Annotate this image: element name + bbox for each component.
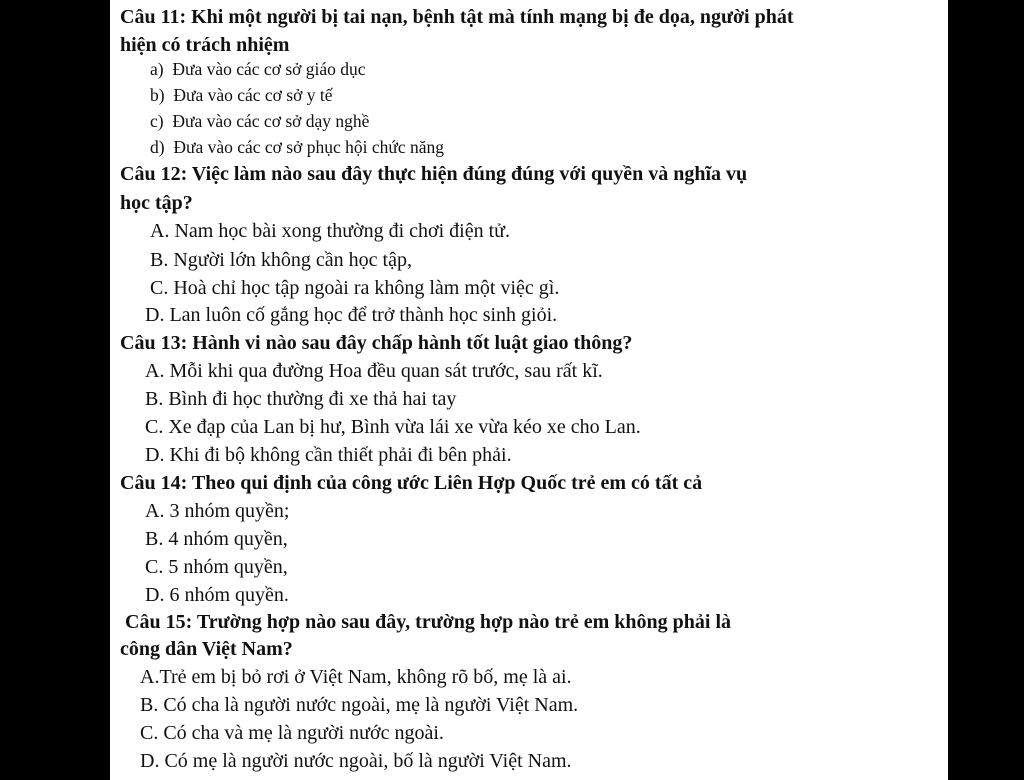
question-12-option-a: A. Nam học bài xong thường đi chơi điện tử. <box>150 220 510 242</box>
question-13-option-d: D. Khi đi bộ không cần thiết phải đi bên phải. <box>145 444 512 466</box>
question-12-option-d: D. Lan luôn cố gắng học để trở thành học sinh giỏi. <box>145 304 558 326</box>
question-15-option-b: B. Có cha là người nước ngoài, mẹ là người Việt Nam. <box>140 694 579 716</box>
question-11-option-a: a) Đưa vào các cơ sở giáo dục <box>150 59 366 79</box>
question-11-title-line-2: hiện có trách nhiệm <box>120 34 290 56</box>
question-11-option-c: c) Đưa vào các cơ sở dạy nghề <box>150 111 370 131</box>
question-12-title-line-2: học tập? <box>120 192 193 214</box>
question-14-title: Câu 14: Theo qui định của công ước Liên Hợp Quốc trẻ em có tất cả <box>120 472 703 494</box>
question-12-title-line-1: Câu 12: Việc làm nào sau đây thực hiện đúng đúng với quyền và nghĩa vụ <box>120 163 748 185</box>
question-14-option-d: D. 6 nhóm quyền. <box>145 584 289 606</box>
question-12-option-b: B. Người lớn không cần học tập, <box>150 249 412 271</box>
question-13-title: Câu 13: Hành vi nào sau đây chấp hành tốt luật giao thông? <box>120 332 633 354</box>
question-14-option-a: A. 3 nhóm quyền; <box>145 500 290 522</box>
question-13-option-c: C. Xe đạp của Lan bị hư, Bình vừa lái xe vừa kéo xe cho Lan. <box>145 416 641 438</box>
question-11-option-b: b) Đưa vào các cơ sở y tế <box>150 85 333 105</box>
question-14-option-b: B. 4 nhóm quyền, <box>145 528 288 550</box>
question-12-option-c: C. Hoà chỉ học tập ngoài ra không làm một việc gì. <box>150 277 560 299</box>
question-15-option-d: D. Có mẹ là người nước ngoài, bố là người Việt Nam. <box>140 750 572 772</box>
question-15-option-c: C. Có cha và mẹ là người nước ngoài. <box>140 722 444 744</box>
question-14-option-c: C. 5 nhóm quyền, <box>145 556 288 578</box>
question-15-title-line-2: công dân Việt Nam? <box>120 638 293 660</box>
question-15-option-a: A.Trẻ em bị bỏ rơi ở Việt Nam, không rõ bố, mẹ là ai. <box>140 666 572 688</box>
question-11-option-d: d) Đưa vào các cơ sở phục hội chức năng <box>150 137 445 157</box>
question-13-option-b: B. Bình đi học thường đi xe thả hai tay <box>145 388 457 410</box>
question-13-option-a: A. Mỗi khi qua đường Hoa đều quan sát trước, sau rất kĩ. <box>145 360 603 382</box>
document-page <box>110 0 948 780</box>
question-15-title-line-1: Câu 15: Trường hợp nào sau đây, trường hợp nào trẻ em không phải là <box>125 611 732 633</box>
question-11-title-line-1: Câu 11: Khi một người bị tai nạn, bệnh tật mà tính mạng bị đe dọa, người phát <box>120 6 794 28</box>
